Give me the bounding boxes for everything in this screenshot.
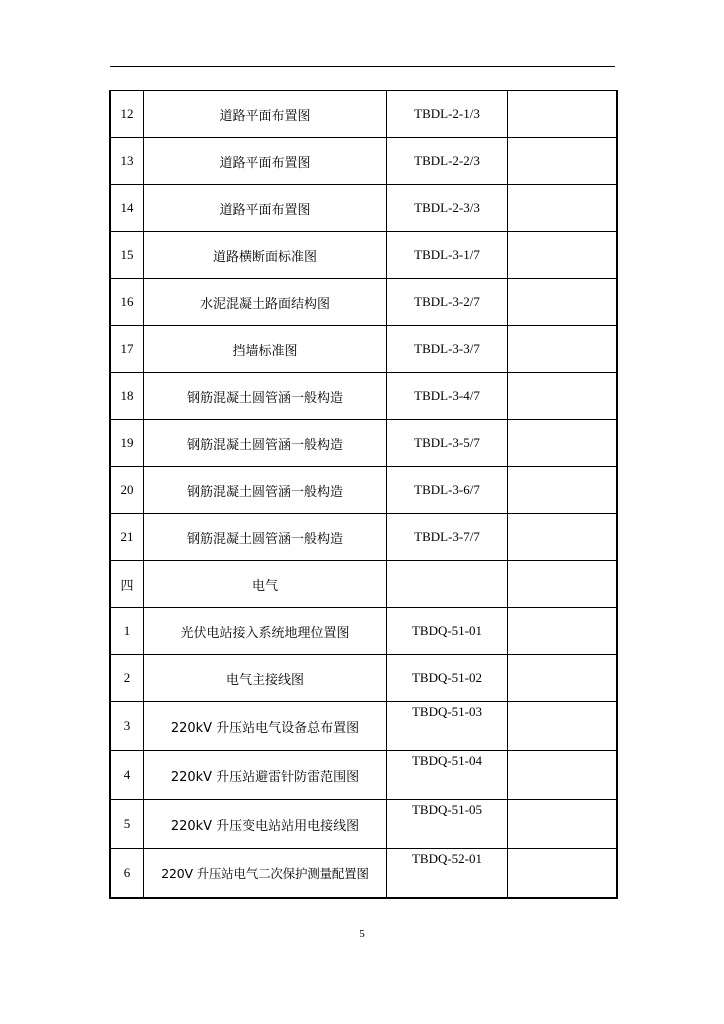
remark-cell [508, 849, 618, 899]
drawing-name: 钢筋混凝土圆管涵一般构造 [144, 514, 387, 561]
row-number: 20 [110, 467, 144, 514]
drawing-name: 220V 升压站电气二次保护测量配置图 [144, 849, 387, 899]
table-row [110, 91, 617, 138]
table-row [110, 138, 617, 185]
row-number: 13 [110, 138, 144, 185]
drawing-name: 水泥混凝土路面结构图 [144, 279, 387, 326]
drawing-name: 挡墙标准图 [144, 326, 387, 373]
drawing-name: 道路横断面标准图 [144, 232, 387, 279]
remark-cell [508, 91, 618, 138]
remark-cell [508, 751, 618, 800]
drawing-name: 钢筋混凝土圆管涵一般构造 [144, 420, 387, 467]
row-number: 2 [110, 655, 144, 702]
remark-cell [508, 467, 618, 514]
row-number: 5 [110, 800, 144, 849]
drawing-code: TBDL-3-2/7 [387, 279, 508, 326]
row-number: 15 [110, 232, 144, 279]
remark-cell [508, 702, 618, 751]
drawing-name: 道路平面布置图 [144, 138, 387, 185]
table-row [110, 849, 617, 899]
remark-cell [508, 185, 618, 232]
row-number: 1 [110, 608, 144, 655]
table-row [110, 373, 617, 420]
table-row [110, 467, 617, 514]
drawing-name: 钢筋混凝土圆管涵一般构造 [144, 373, 387, 420]
remark-cell [508, 655, 618, 702]
table-row [110, 655, 617, 702]
row-number: 18 [110, 373, 144, 420]
section-header-row [110, 561, 617, 608]
remark-cell [508, 608, 618, 655]
drawing-name: 电气主接线图 [144, 655, 387, 702]
row-number: 6 [110, 849, 144, 899]
drawing-code: TBDL-3-1/7 [387, 232, 508, 279]
table-row [110, 702, 617, 751]
drawing-code [387, 561, 508, 608]
remark-cell [508, 232, 618, 279]
drawing-code: TBDL-3-3/7 [387, 326, 508, 373]
drawing-code: TBDQ-51-02 [387, 655, 508, 702]
remark-cell [508, 279, 618, 326]
drawing-code: TBDQ-51-03 [387, 702, 508, 751]
remark-cell [508, 561, 618, 608]
table-row [110, 751, 617, 800]
remark-cell [508, 800, 618, 849]
remark-cell [508, 514, 618, 561]
drawing-code: TBDL-3-4/7 [387, 373, 508, 420]
table-row [110, 800, 617, 849]
table-row [110, 608, 617, 655]
drawing-name: 钢筋混凝土圆管涵一般构造 [144, 467, 387, 514]
row-number: 14 [110, 185, 144, 232]
drawing-name: 道路平面布置图 [144, 185, 387, 232]
drawing-code: TBDL-3-7/7 [387, 514, 508, 561]
row-number: 19 [110, 420, 144, 467]
drawing-name: 光伏电站接入系统地理位置图 [144, 608, 387, 655]
table-row [110, 420, 617, 467]
drawing-name: 220kV 升压站电气设备总布置图 [144, 702, 387, 751]
table-row [110, 514, 617, 561]
drawing-code: TBDQ-51-04 [387, 751, 508, 800]
table-row [110, 185, 617, 232]
drawing-code: TBDL-2-3/3 [387, 185, 508, 232]
table-row [110, 279, 617, 326]
drawing-code: TBDL-3-6/7 [387, 467, 508, 514]
row-number: 21 [110, 514, 144, 561]
row-number: 12 [110, 91, 144, 138]
drawing-code: TBDL-2-2/3 [387, 138, 508, 185]
drawing-code: TBDQ-52-01 [387, 849, 508, 899]
table-row [110, 326, 617, 373]
row-number: 3 [110, 702, 144, 751]
remark-cell [508, 326, 618, 373]
remark-cell [508, 420, 618, 467]
drawing-name: 道路平面布置图 [144, 91, 387, 138]
page-number: 5 [359, 928, 365, 940]
drawing-code: TBDQ-51-05 [387, 800, 508, 849]
drawing-name: 220kV 升压变电站站用电接线图 [144, 800, 387, 849]
table-row [110, 232, 617, 279]
row-number: 16 [110, 279, 144, 326]
drawing-code: TBDL-3-5/7 [387, 420, 508, 467]
drawing-code: TBDQ-51-01 [387, 608, 508, 655]
row-number: 17 [110, 326, 144, 373]
header-rule [110, 66, 615, 67]
drawing-code: TBDL-2-1/3 [387, 91, 508, 138]
section-number: 四 [110, 561, 144, 608]
drawing-list-table [109, 90, 618, 899]
drawing-name: 220kV 升压站避雷针防雷范围图 [144, 751, 387, 800]
section-title: 电气 [144, 561, 387, 608]
row-number: 4 [110, 751, 144, 800]
remark-cell [508, 138, 618, 185]
remark-cell [508, 373, 618, 420]
